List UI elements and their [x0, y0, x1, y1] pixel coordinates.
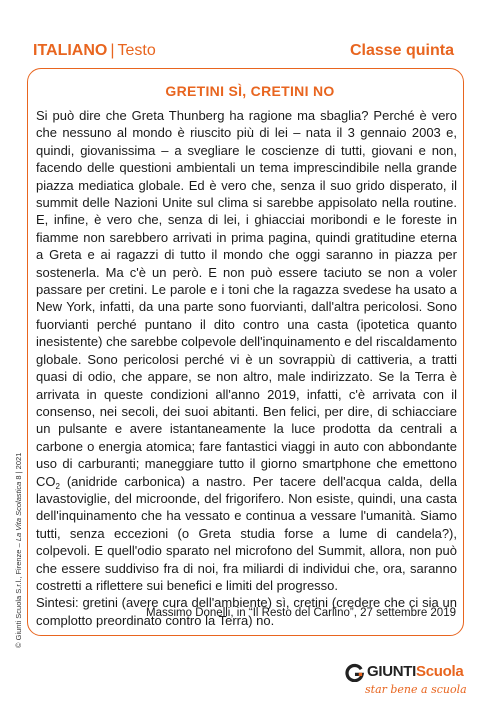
subject-name: ITALIANO [33, 42, 108, 59]
page-header [33, 42, 454, 64]
header-separator: | [110, 42, 115, 59]
logo-tagline: star bene a scuola [365, 683, 467, 696]
logo-brand-text: GIUNTIScuola [367, 663, 464, 680]
article-body [36, 107, 457, 629]
co2-subscript: 2 [55, 481, 60, 491]
subject-label [33, 42, 156, 60]
giunti-scuola-logo [345, 662, 465, 706]
giunti-g-logo-icon [345, 663, 364, 682]
grade-label: Classe quinta [349, 42, 454, 59]
article-source: Massimo Donelli, in “Il Resto del Carlino”, 27 settembre 2019 [146, 607, 456, 619]
article-conclusion: Sintesi: gretini (avere cura dell'ambiente) sì, cretini (credere che ci sia un complotto preordinato contro la Terra) no. [36, 595, 457, 628]
text-kind: Testo [117, 42, 156, 59]
article-title: GRETINI SÌ, CRETINI NO [165, 83, 335, 99]
copyright-notice: © Giunti Scuola S.r.l., Firenze – La Vita Scolastica 8 | 2021 [14, 452, 23, 648]
article-paragraph: Si può dire che Greta Thunberg ha ragione ma sbaglia? Perché è vero che nessuno al mondo è riuscito più di lei – nata il 3 gennaio 2003 e, quindi, giovanissima – a svegliare le coscienze di tutti, giovani e non, facendo delle questioni ambientali un tema imprescindibile nella grande piazza mediatica globale. Ed è vero che, senza il suo grido disperato, il summit delle Nazioni Unite sul clima si sarebbe appisolato nella routine. E, infine, è vero che, senza di lei, i ghiacciai moribondi e le foreste in fiamme non sarebbero arrivati in prima pagina, quindi gratitudine eterna a Greta e ai ragazzi di tutto il mondo che oggi saranno in piazza per sostenerla. Ma c'è un però. E non può essere taciuto se non a voler passare per cretini. Le parole e i toni che la ragazza svedese ha usato a New York, infatti, da una parte sono fuorvianti, dall'altra pericolosi. Sono fuorvianti perché puntano il dito contro una casta (ipotetica quanto inesistente) che sarebbe colpevole dell'inquinamento e del riscaldamento globale. Sono pericolosi perché vi è un sovrappiù di cattiveria, a tratti quasi di odio, che appare, se non altro, male indirizzato. Se la Terra è arrivata in queste condizioni all'anno 2019, infatti, c'è arrivata con il consenso, nei secoli, dei suoi abitanti. Ben felici, per dire, di schiacciare un pulsante e avere istantaneamente la luce prodotta da centrali a carbone o energia atomica; fare fantastici viaggi in auto con abbondante uso di carburanti; maneggiare tutto il giorno smartphone che emettono $CO_2$ (anidride carbonica) a nastro. Per tacere dell'acqua calda, della lavastoviglie, del microonde, del frigorifero. Non esiste, quindi, una casta dell'inquinamento che ha vessato e continua a vessare l'umanità. Siamo tutti, senza eccezioni (o Greta studia forse a lume di candela?), colpevoli. E quell'odio sparato nel microfono del Summit, allora, non può che essere suddiviso fra di noi, fra miliardi di individui che, ora, saranno costretti a riflettere sui benefici e limiti del progresso. [36, 108, 457, 593]
